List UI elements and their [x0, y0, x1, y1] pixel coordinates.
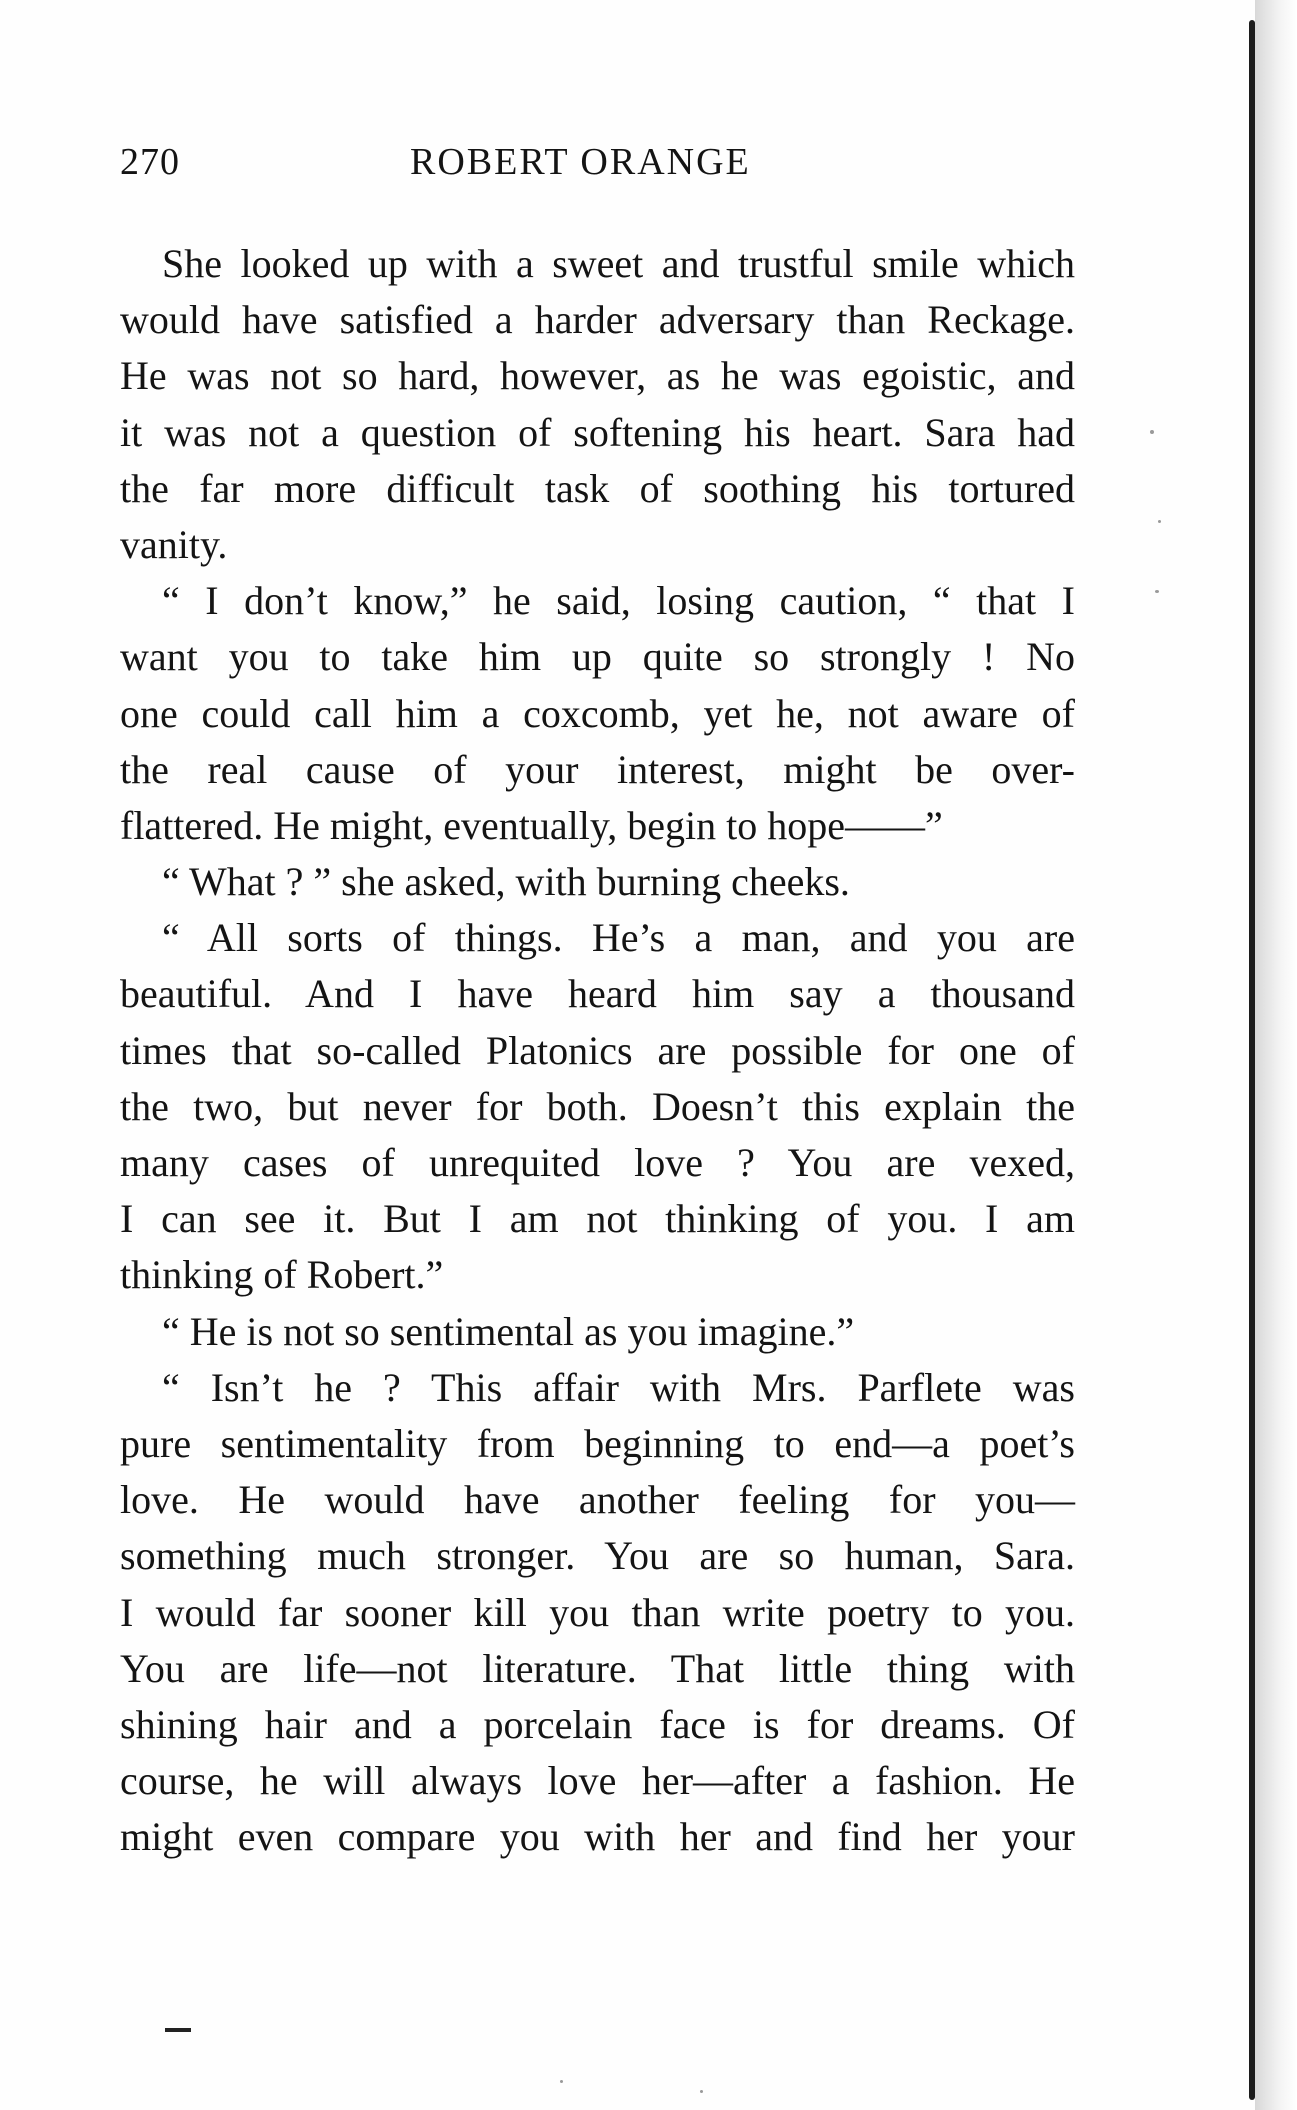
text-line: want you to take him up quite so strongly ! No: [120, 634, 1075, 680]
page-header: [120, 140, 1070, 190]
text-line: love. He would have another feeling for you—: [120, 1477, 1075, 1523]
text-line: vanity.: [120, 521, 228, 567]
binding-gutter: [1237, 0, 1297, 2110]
gutter-edge: [1249, 20, 1255, 2100]
text-line: times that so-called Platonics are possible for one of: [120, 1027, 1075, 1073]
text-line: I can see it. But I am not thinking of you. I am: [120, 1196, 1075, 1242]
text-line: flattered. He might, eventually, begin to hope——”: [120, 802, 943, 848]
running-title: ROBERT ORANGE: [410, 141, 751, 183]
text-line: “ I don’t know,” he said, losing caution, “ that I: [162, 578, 1075, 624]
text-line: it was not a question of softening his heart. Sara had: [120, 409, 1075, 455]
body-text: [120, 236, 1075, 1865]
paper-speck: [1150, 430, 1154, 434]
text-line: something much stronger. You are so human, Sara.: [120, 1533, 1075, 1579]
text-line: shining hair and a porcelain face is for dreams. Of: [120, 1701, 1075, 1747]
text-line: one could call him a coxcomb, yet he, not aware of: [120, 690, 1075, 736]
text-line: course, he will always love her—after a fashion. He: [120, 1758, 1075, 1804]
text-line: “ Isn’t he ? This affair with Mrs. Parflete was: [162, 1364, 1075, 1410]
paper-speck: [700, 2090, 703, 2093]
text-line: I would far sooner kill you than write poetry to you.: [120, 1589, 1075, 1635]
text-line: beautiful. And I have heard him say a thousand: [120, 971, 1075, 1017]
text-line: She looked up with a sweet and trustful smile which: [162, 241, 1075, 286]
paper-speck: [1155, 590, 1159, 593]
paper-speck: [1158, 520, 1161, 523]
gutter-shadow: [1255, 0, 1297, 2110]
text-line: “ What ? ” she asked, with burning cheeks.: [162, 859, 850, 905]
text-line: would have satisfied a harder adversary than Reckage.: [120, 297, 1075, 343]
paper-speck: [560, 2080, 563, 2083]
text-line: You are life—not literature. That little thing with: [120, 1645, 1075, 1691]
text-line: He was not so hard, however, as he was egoistic, and: [120, 353, 1075, 399]
text-line: many cases of unrequited love ? You are vexed,: [120, 1140, 1075, 1185]
scan-mark: [165, 2028, 191, 2032]
text-line: the two, but never for both. Doesn’t this explain the: [120, 1083, 1075, 1129]
text-line: might even compare you with her and find her your: [120, 1814, 1075, 1860]
text-line: thinking of Robert.”: [120, 1252, 444, 1298]
text-line: “ He is not so sentimental as you imagine.”: [162, 1308, 855, 1354]
text-line: the real cause of your interest, might be over-: [120, 746, 1075, 792]
page-number: 270: [120, 141, 180, 183]
text-line: “ All sorts of things. He’s a man, and you are: [162, 915, 1075, 961]
text-line: the far more difficult task of soothing his tortured: [120, 465, 1075, 511]
text-line: pure sentimentality from beginning to end—a poet’s: [120, 1420, 1075, 1466]
